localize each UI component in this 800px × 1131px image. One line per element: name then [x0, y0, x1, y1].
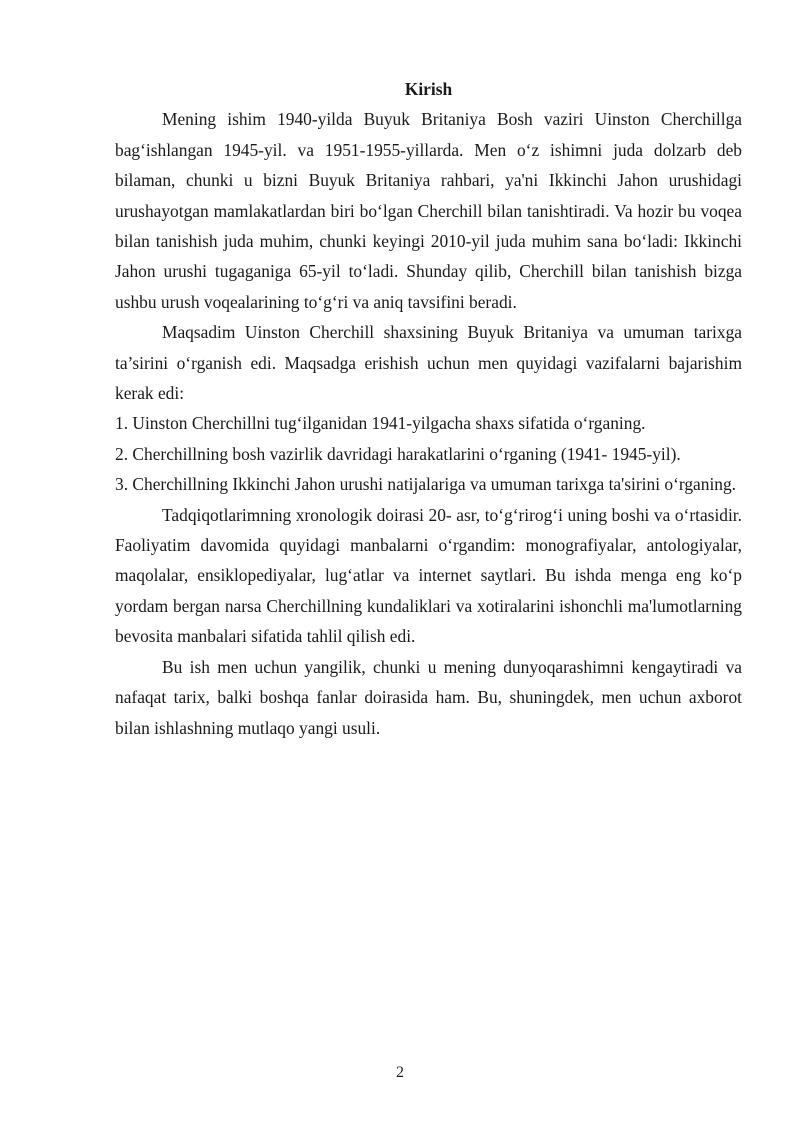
paragraph-goal: Maqsadim Uinston Cherchill shaxsining Buyuk Britaniya va umuman tarixga ta’sirini o‘rganish edi. Maqsadga erishish uchun men quyidagi vazifalarni bajarishim kerak edi: — [115, 322, 742, 404]
paragraph-intro: Mening ishim 1940-yilda Buyuk Britaniya Bosh vaziri Uinston Cherchillga bag‘ishlangan 1945-yil. va 1951-1955-yillarda. Men o‘z ishimni juda dolzarb deb bilaman, chunki u bizni Buyuk Britaniya rahbari, ya'ni Ikkinchi Jahon urushidagi urushayotgan mamlakatlardan biri bo‘lgan Cherchill bilan tanishtiradi. Va hozir bu voqea bilan tanishish juda muhim, chunki keyingi 2010-yil juda muhim sana bo‘ladi: Ikkinchi Jahon urushi tugaganiga 65-yil to‘ladi. Shunday qilib, Cherchill bilan tanishish bizga ushbu urush voqealarining to‘g‘ri va aniq tavsifini beradi. — [115, 109, 742, 312]
list-item — [115, 439, 742, 469]
list-number: 3. — [115, 474, 129, 495]
list-number: 1. — [115, 413, 129, 434]
paragraph-scope: Tadqiqotlarimning xronologik doirasi 20- asr, to‘g‘rirog‘i uning boshi va o‘rtasidir. Faoliyatim davomida quyidagi manbalarni o‘rgandim: monografiyalar, antologiyalar, maqolalar, ensiklopediyalar, lug‘atlar va internet saytlari. Bu ishda menga eng ko‘p yordam bergan narsa Cherchillning kundaliklari va xotiralarini ishonchli ma'lumotlarning bevosita manbalari sifatida tahlil qilish edi. — [115, 504, 742, 647]
list-item — [115, 408, 742, 438]
list-number: 2. — [115, 443, 129, 464]
document-body — [115, 74, 742, 743]
section-title: Kirish — [404, 79, 453, 99]
page-number: 2 — [396, 1064, 404, 1081]
list-text: Cherchillning Ikkinchi Jahon urushi natijalariga va umuman tarixga ta'sirini o‘rganing. — [132, 474, 737, 495]
paragraph-novelty: Bu ish men uchun yangilik, chunki u mening dunyoqarashimni kengaytiradi va nafaqat tarix, balki boshqa fanlar doirasida ham. Bu, shuningdek, men uchun axborot bilan ishlashning mutlaqo yangi usuli. — [115, 656, 742, 738]
list-item — [115, 469, 742, 499]
list-text: Cherchillning bosh vazirlik davridagi harakatlarini o‘rganing (1941- 1945-yil). — [132, 443, 681, 464]
list-text: Uinston Cherchillni tug‘ilganidan 1941-yilgacha shaxs sifatida o‘rganing. — [132, 413, 646, 434]
